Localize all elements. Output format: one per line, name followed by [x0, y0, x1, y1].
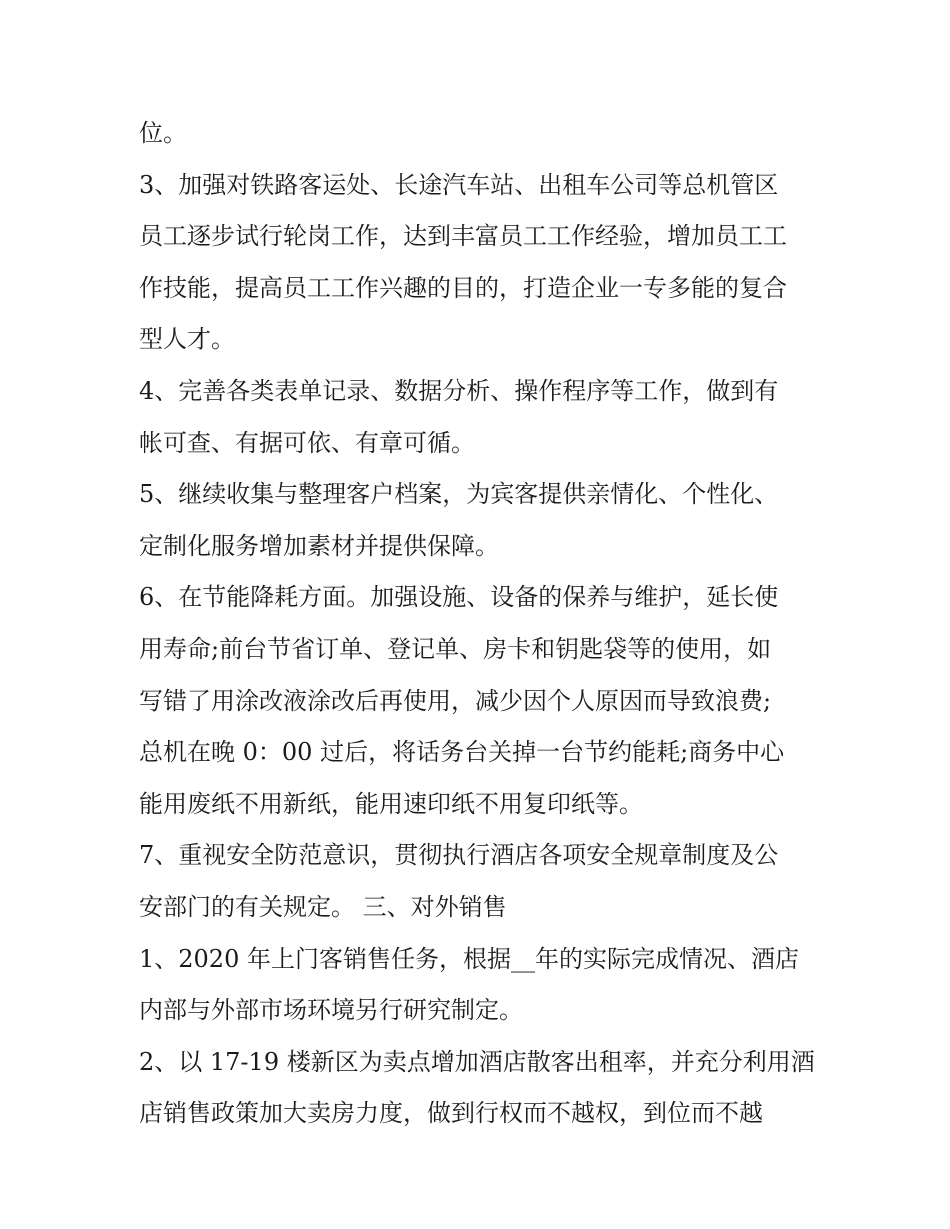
- text-line: 2、以 17-19 楼新区为卖点增加酒店散客出租率，并充分利用酒: [139, 1047, 815, 1076]
- text-line: 5、继续收集与整理客户档案，为宾客提供亲情化、个性化、: [139, 480, 779, 509]
- text-line: 用寿命;前台节省订单、登记单、房卡和钥匙袋等的使用，如: [139, 634, 772, 663]
- text-line: 写错了用涂改液涂改后再使用，减少因个人原因而导致浪费;: [139, 686, 772, 715]
- text-line: 定制化服务增加素材并提供保障。: [139, 531, 499, 560]
- text-line: 帐可查、有据可依、有章可循。: [139, 428, 475, 457]
- text-line: 员工逐步试行轮岗工作，达到丰富员工工作经验，增加员工工: [139, 222, 787, 251]
- text-line: 3、加强对铁路客运处、长途汽车站、出租车公司等总机管区: [139, 170, 779, 199]
- text-line: 安部门的有关规定。 三、对外销售: [139, 892, 507, 921]
- text-line: 4、完善各类表单记录、数据分析、操作程序等工作，做到有: [139, 376, 779, 405]
- text-line: 内部与外部市场环境另行研究制定。: [139, 996, 523, 1025]
- document-body: [139, 108, 819, 1140]
- text-line: 6、在节能降耗方面。加强设施、设备的保养与维护，延长使: [139, 583, 779, 612]
- text-line: 总机在晚 0：00 过后，将话务台关掉一台节约能耗;商务中心: [139, 738, 785, 767]
- text-line: 作技能，提高员工工作兴趣的目的，打造企业一专多能的复合: [139, 273, 787, 302]
- text-line: 7、重视安全防范意识，贯彻执行酒店各项安全规章制度及公: [139, 841, 779, 870]
- text-line: 1、2020 年上门客销售任务，根据__年的实际完成情况、酒店: [139, 944, 799, 973]
- text-line: 店销售政策加大卖房力度，做到行权而不越权，到位而不越: [139, 1099, 763, 1128]
- text-line: 位。: [139, 119, 187, 147]
- text-line: 型人才。: [139, 325, 235, 354]
- text-line: 能用废纸不用新纸，能用速印纸不用复印纸等。: [139, 789, 643, 818]
